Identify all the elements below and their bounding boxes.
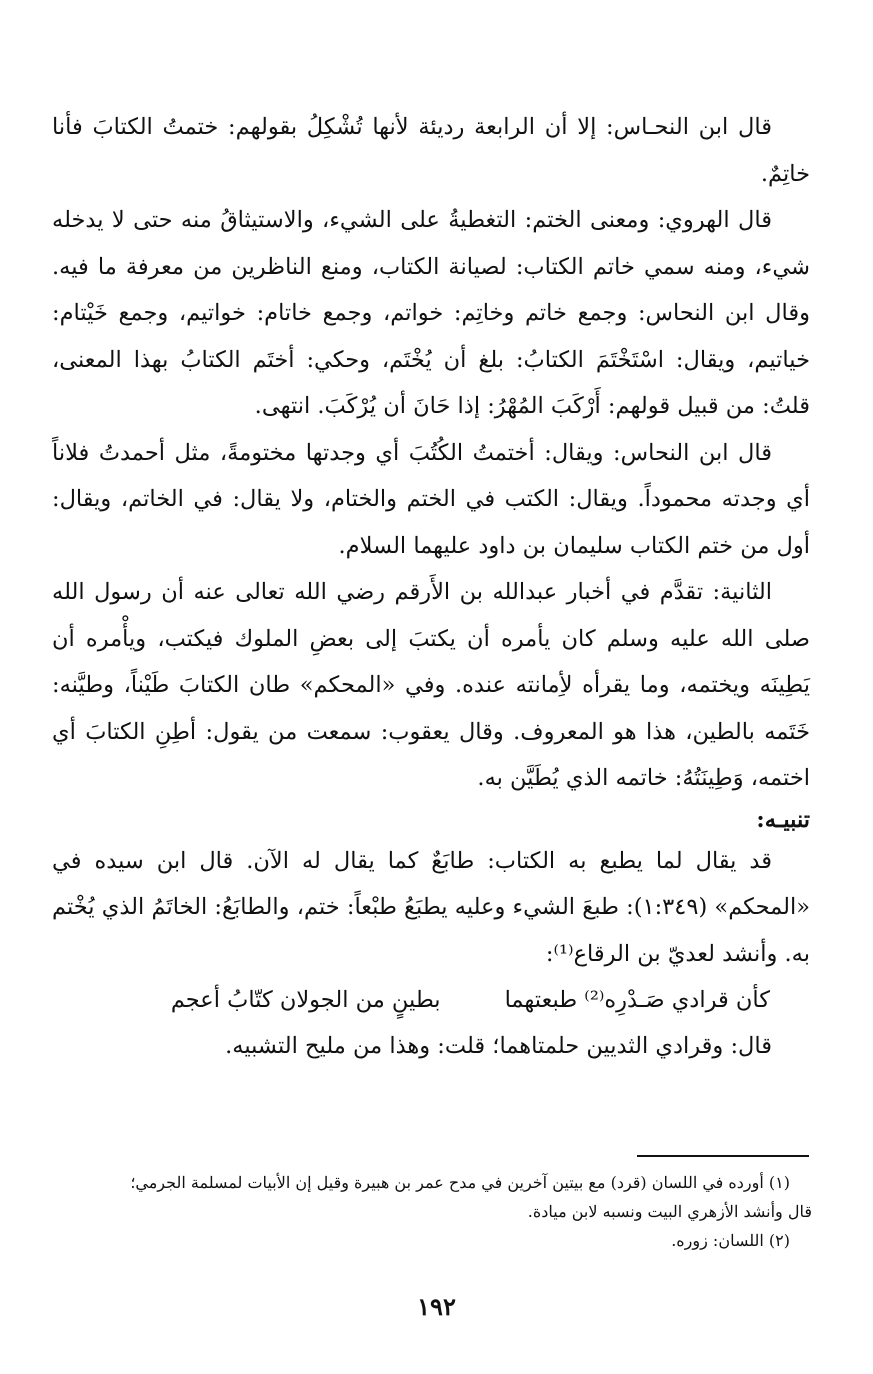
- paragraph-1: قال ابن النحـاس: إلا أن الرابعة رديئة لأنها تُشْكِلُ بقولهم: ختمتُ الكتابَ فأنا خاتِمٌ.: [52, 114, 810, 187]
- paragraph-2: قال الهروي: ومعنى الختم: التغطيةُ على الشيء، والاستيثاقُ منه حتى لا يدخله شيء، ومنه سمي خاتم الكتاب: لصيانة الكتاب، ومنع الناظرين من معرفة ما فيه. وقال ابن النحاس: وجمع خاتم وخاتِم: خواتم، وجمع خاتام: خواتيم، وجمع خَيْتام: خياتيم، ويقال: اسْتَخْتَمَ الكتابُ: بلغ أن يُخْتَم، وحكي: أختَم الكتابُ بهذا المعنى، قلتُ: من قبيل قولهم: أَرْكَبَ المُهْرُ: إذا حَانَ أن يُرْكَبَ. انتهى.: [52, 207, 810, 419]
- footnote-1-continuation: قال وأنشد الأزهري البيت ونسبه لابن ميادة.: [527, 1202, 812, 1221]
- paragraph-5: قد يقال لما يطبع به الكتاب: طابَعٌ كما يقال له الآن. قال ابن سيده في «المحكم» (١:٣٤٩): طبعَ الشيء وعليه يطبَعُ طبْعاً: ختم، والطابَعُ: الخاتَمُ الذي يُخْتم به. وأنشد لعديّ بن الرقاع⁽¹⁾:: [52, 847, 810, 967]
- poem-verse: [52, 977, 810, 1023]
- paragraph-after-verse: قال: وقرادي الثديين حلمتاهما؛ قلت: وهذا من مليح التشبيه.: [225, 1033, 772, 1059]
- page-number: ١٩٢: [417, 1292, 456, 1321]
- footnotes: [52, 1168, 812, 1255]
- section-heading: تنبيـه:: [756, 806, 810, 833]
- footnote-2: (٢) اللسان: زوره.: [671, 1231, 790, 1250]
- verse-second-hemistich: بطينٍ من الجولان كتّابُ أعجم: [170, 987, 441, 1013]
- page-body: [52, 104, 810, 1069]
- footnote-separator: [637, 1155, 809, 1157]
- footnote-1: (١) أورده في اللسان (قرد) مع بيتين آخرين في مدح عمر بن هبيرة وقيل إن الأبيات لمسلمة الجرمي؛: [130, 1173, 790, 1192]
- paragraph-4: الثانية: تقدَّم في أخبار عبدالله بن الأَرقم رضي الله تعالى عنه أن رسول الله صلى الله عليه وسلم كان يأمره أن يكتبَ إلى بعضِ الملوك فيكتب، ويأْمره أن يَطِينَه ويختمه، وما يقرأه لأِمانته عنده. وفي «المحكم» طان الكتابَ طَيْناً، وطيَّنه: خَتَمه بالطين، هذا هو المعروف. وقال يعقوب: سمعت من يقول: أطِنِ الكتابَ أي اختمه، وَطِينَتُهُ: خاتمه الذي يُطَيَّن به.: [52, 579, 810, 791]
- verse-first-hemistich: كأن قرادي صَـدْرِه⁽²⁾ طبعتهما: [504, 987, 770, 1013]
- paragraph-3: قال ابن النحاس: ويقال: أختمتُ الكُتُبَ أي وجدتها مختومةً، مثل أحمدتُ فلاناً أي وجدته محموداً. ويقال: الكتب في الختم والختام، ولا يقال: في الخاتم، ويقال: أول من ختم الكتاب سليمان بن داود عليهما السلام.: [52, 439, 810, 559]
